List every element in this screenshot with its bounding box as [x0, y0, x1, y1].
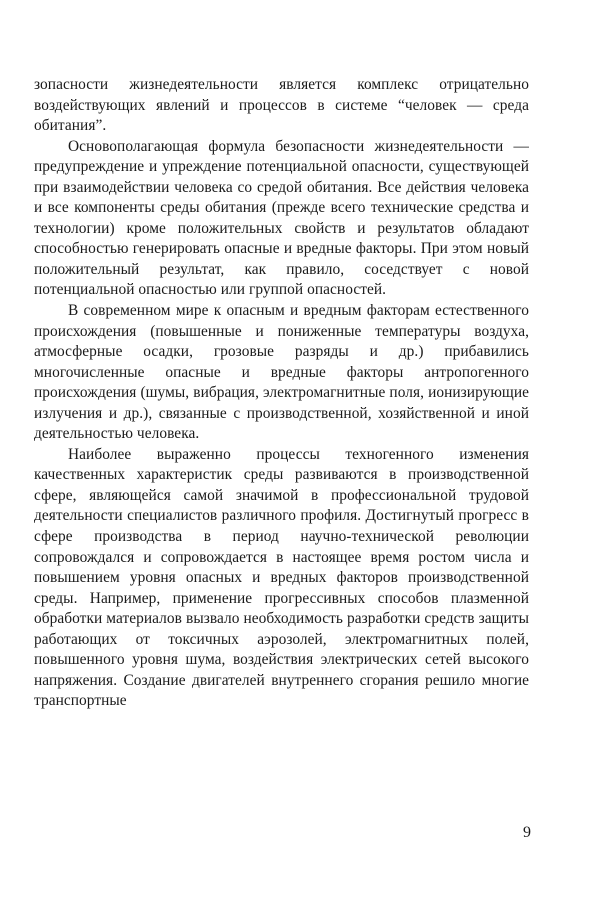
paragraph-1: зопасности жизнедеятельности является комплекс отрицательно воздействующих явлений и процессов в системе “человек — среда обитания”.	[34, 76, 529, 135]
paragraph-2: Основополагающая формула безопасности жизнедеятельности — предупреждение и упреждение потенциальной опасности, существующей при взаимодействии человека со средой обитания. Все действия человека и все компоненты среды обитания (прежде всего технические средства и технологии) кроме положительных свойств и результатов обладают способностью генерировать опасные и вредные факторы. При этом новый положительный результат, как правило, соседствует с новой потенциальной опасностью или группой опасностей.	[34, 137, 529, 299]
paragraph-3: В современном мире к опасным и вредным факторам естественного происхождения (повышенные и пониженные температуры воздуха, атмосферные осадки, грозовые разряды и др.) прибавились многочисленные опасные и вредные факторы антропогенного происхождения (шумы, вибрация, электромагнитные поля, ионизирующие излучения и др.), связанные с производственной, хозяйственной и иной деятельностью человека.	[34, 302, 529, 443]
paragraph-4: Наиболее выраженно процессы техногенного изменения качественных характеристик среды развиваются в производственной сфере, являющейся самой значимой в профессиональной трудовой деятельности специалистов различного профиля. Достигнутый прогресс в сфере производства в период научно-технической революции сопровождался и сопровождается в настоящее время ростом числа и повышением уровня опасных и вредных факторов производственной среды. Например, применение прогрессивных способов плазменной обработки материалов вызвало необходимость разработки средств защиты работающих от токсичных аэрозолей, электромагнитных полей, повышенного уровня шума, воздействия электрических сетей высокого напряжения. Создание двигателей внутреннего сгорания решило многие транспортные	[34, 445, 529, 710]
body-text	[34, 75, 529, 712]
page-number: 9	[523, 824, 531, 841]
